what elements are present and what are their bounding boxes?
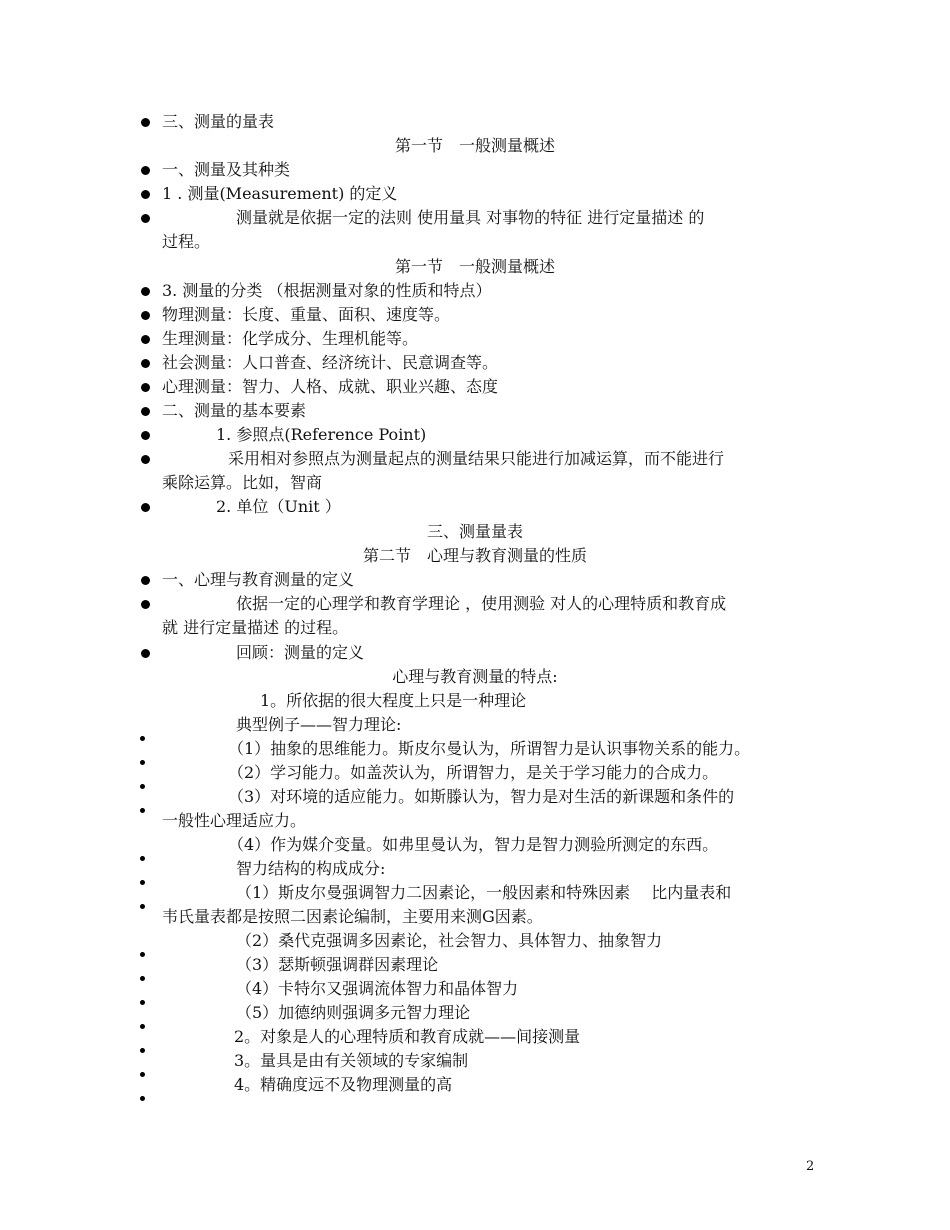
bullet-icon [141, 503, 150, 512]
small-bullet-icon [140, 976, 145, 981]
small-bullet-icon [140, 808, 145, 813]
paragraph-text: 智力结构的构成成分: [236, 859, 386, 878]
slide-title: 心理与教育测量的特点: [392, 667, 558, 686]
paragraph-text: （1）斯皮尔曼强调智力二因素论，一般因素和特殊因素 比内量表和 [236, 883, 732, 902]
paragraph-text: 4。精确度远不及物理测量的高 [234, 1075, 453, 1094]
paragraph-text: 3。量具是由有关领域的专家编制 [234, 1051, 469, 1070]
bullet-icon [141, 287, 150, 296]
bullet-icon [141, 118, 150, 127]
paragraph-text: 韦氏量表都是按照二因素论编制，主要用来测G因素。 [162, 907, 543, 926]
bullet-icon [141, 214, 150, 223]
bullet-icon [141, 190, 150, 199]
paragraph-text: 乘除运算。比如，智商 [162, 473, 323, 492]
paragraph-text: 就 进行定量描述 的过程。 [162, 618, 349, 637]
bullet-icon [141, 649, 150, 658]
small-bullet-icon [140, 1072, 145, 1077]
paragraph-text: （4）作为媒介变量。如弗里曼认为，智力是智力测验所测定的东西。 [228, 835, 719, 854]
small-bullet-icon [140, 760, 145, 765]
bullet-icon [141, 576, 150, 585]
paragraph-text: （3）瑟斯顿强调群因素理论 [236, 955, 439, 974]
paragraph-text: （2）学习能力。如盖茨认为，所谓智力，是关于学习能力的合成力。 [228, 763, 719, 782]
paragraph-text: 过程。 [162, 232, 211, 251]
paragraph-text: （4）卡特尔又强调流体智力和晶体智力 [236, 979, 519, 998]
paragraph-text: （3）对环境的适应能力。如斯滕认为，智力是对生活的新课题和条件的 [228, 787, 735, 806]
small-bullet-icon [140, 784, 145, 789]
slide-title: 第二节 心理与教育测量的性质 [362, 546, 587, 565]
bullet-text: 1 . 测量(Measurement) 的定义 [162, 184, 398, 203]
small-bullet-icon [140, 1048, 145, 1053]
bullet-text: 2. 单位（Unit ） [216, 497, 341, 516]
small-bullet-icon [140, 880, 145, 885]
paragraph-text: 2。对象是人的心理特质和教育成就——间接测量 [234, 1027, 581, 1046]
bullet-text: 一、心理与教育测量的定义 [162, 570, 355, 589]
bullet-icon [141, 407, 150, 416]
bullet-icon [141, 600, 150, 609]
bullet-icon [141, 166, 150, 175]
bullet-text: 3. 测量的分类 （根据测量对象的性质和特点） [162, 281, 492, 300]
paragraph-text: （5）加德纳则强调多元智力理论 [236, 1003, 471, 1022]
page-number: 2 [806, 1159, 815, 1174]
paragraph-text: 1。所依据的很大程度上只是一种理论 [260, 691, 527, 710]
bullet-text: 心理测量：智力、人格、成就、职业兴趣、态度 [162, 377, 499, 396]
bullet-icon [141, 335, 150, 344]
small-bullet-icon [140, 952, 145, 957]
bullet-text: 社会测量：人口普查、经济统计、民意调查等。 [162, 353, 499, 372]
small-bullet-icon [140, 904, 145, 909]
bullet-icon [141, 455, 150, 464]
paragraph-text: （2）桑代克强调多因素论，社会智力、具体智力、抽象智力 [236, 931, 663, 950]
paragraph-text: （1）抽象的思维能力。斯皮尔曼认为，所谓智力是认识事物关系的能力。 [228, 739, 751, 758]
slide-title: 三、测量量表 [426, 522, 523, 541]
small-bullet-icon [140, 1096, 145, 1101]
paragraph-text: 采用相对参照点为测量起点的测量结果只能进行加减运算，而不能进行 [228, 449, 725, 468]
bullet-text: 物理测量：长度、重量、面积、速度等。 [162, 305, 451, 324]
bullet-icon [141, 431, 150, 440]
small-bullet-icon [140, 856, 145, 861]
bullet-text: 一、测量及其种类 [162, 160, 291, 179]
bullet-icon [141, 311, 150, 320]
paragraph-text: 依据一定的心理学和教育学理论 ，使用测验 对人的心理特质和教育成 [236, 594, 727, 613]
bullet-text: 二、测量的基本要素 [162, 401, 307, 420]
bullet-icon [141, 359, 150, 368]
section-heading: 三、测量的量表 [162, 112, 275, 131]
slide-title: 第一节 一般测量概述 [394, 136, 555, 155]
slide-title: 第一节 一般测量概述 [394, 257, 555, 276]
small-bullet-icon [140, 736, 145, 741]
paragraph-text: 一般性心理适应力。 [162, 811, 307, 830]
bullet-icon [141, 383, 150, 392]
bullet-text: 生理测量：化学成分、生理机能等。 [162, 329, 419, 348]
paragraph-text: 测量就是依据一定的法则 使用量具 对事物的特征 进行定量描述 的 [236, 208, 705, 227]
small-bullet-icon [140, 1024, 145, 1029]
small-bullet-icon [140, 1000, 145, 1005]
paragraph-text: 典型例子——智力理论: [236, 715, 402, 734]
bullet-text: 1. 参照点(Reference Point) [216, 425, 427, 444]
bullet-text: 回顾：测量的定义 [236, 643, 365, 662]
